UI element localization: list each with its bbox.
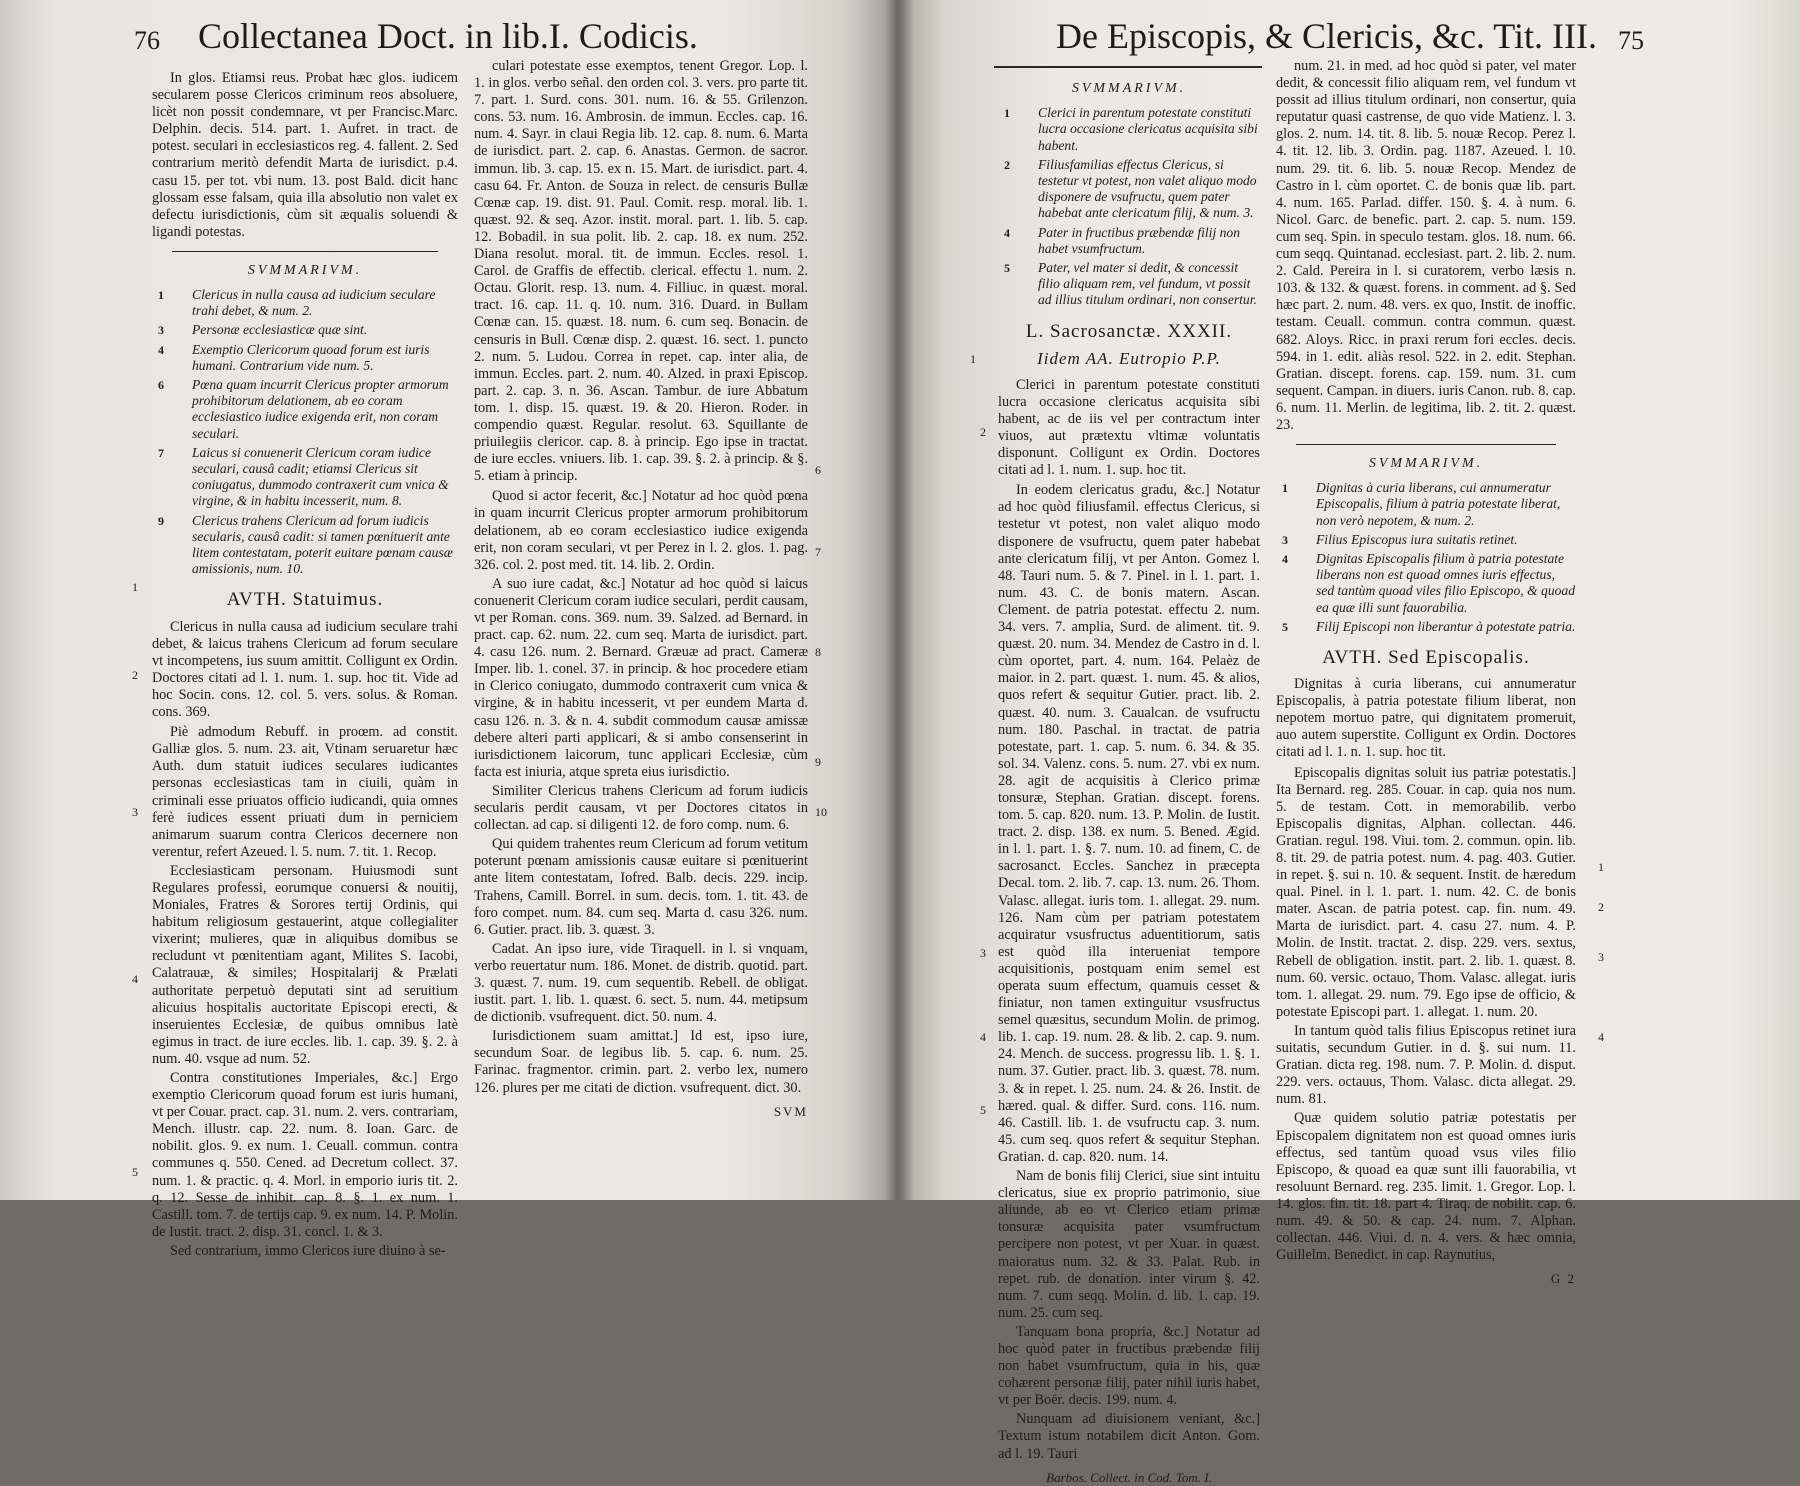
margin-number: 3 <box>132 805 138 819</box>
margin-number: 1 <box>1598 860 1604 874</box>
margin-number: 2 <box>980 425 986 439</box>
summary-text: Exemptio Clericorum quoad forum est iuris humani. Contrarium vide num. 5. <box>192 341 430 373</box>
summary-item <box>1276 480 1576 529</box>
summary-text: Pater, vel mater si dedit, & concessit filio aliquam rem, vel fundum, vt possit ad illius titulum ordinari, non consertur. <box>1038 259 1257 308</box>
margin-number: 2 <box>1598 900 1604 914</box>
margin-number: 1 <box>132 580 138 594</box>
summary-item <box>998 225 1260 257</box>
text-paragraph: Tanquam bona propria, &c.] Notatur ad hoc quòd pater in fructibus præbendæ filij non habet vsumfructum, quia in his, quæ cohærent personæ filij, pater nihil iuris habet, vt per Boër. decis. 199. num. 4. <box>998 1323 1260 1409</box>
text-paragraph: Clericus in nulla causa ad iudicium seculare trahi debet, & laicus trahens Clericum ad forum seculare vt incompetens, ius suum amittit. Colligunt ex Ordin. Doctores citati ad l. 1. num. 1. sup. hoc tit. Vide ad hoc Socin. cons. 12. col. 5. vers. solus. & Roman. cons. 369. <box>152 618 458 721</box>
right-page <box>898 0 1800 1485</box>
text-paragraph: Qui quidem trahentes reum Clericum ad forum vetitum poterunt pœnam amissionis causæ euitare si pœnituerint ante litem contestatam, Iofred. Balb. decis. 229. incip. Trahens, Camill. Borrel. in sum. decis. tom. 1. tit. 43. de foro compet. num. 84. cum seq. Marta d. casu 326. num. 6. Gutier. pract. lib. 3. quæst. 3. <box>474 836 808 938</box>
margin-number: 3 <box>980 946 986 960</box>
auth-heading: AVTH. Sed Episcopalis. <box>1322 646 1530 668</box>
text-paragraph: Quæ quidem solutio patriæ potestatis per Episcopalem dignitatem non est quoad omnes iuris effectus, sed tantùm quoad vsus viles filio Episcopo, & quoad ea quæ sunt illi fauorabilia, vt resoluunt Bernard. reg. 235. limit. 1. Gregor. Lop. l. 14. glos. fin. tit. 18. part 4. Tiraq. de nobilit. cap. 6. num. 49. & 50. & cap. 24. num. 7. Alphan. collectan. 446. Viui. d. n. 4. vers. & hæc omnia, Guillelm. Benedict. in cap. Raynutius, <box>1276 1110 1576 1264</box>
summary-heading: SVMMARIVM. <box>247 262 363 278</box>
text-paragraph: Sed contrarium, immo Clericos iure diuino à se- <box>170 1242 446 1259</box>
law-subheading: Iidem AA. Eutropio P.P. <box>1037 348 1221 368</box>
summary-item <box>152 377 458 442</box>
text-paragraph: culari potestate esse exemptos, tenent Gregor. Lop. l. 1. in glos. verbo señal. den orden col. 3. vers. pro parte tit. 7. part. 1. Surd. cons. 301. num. 16. & 55. Grilenzon. cons. 53. num. 16. Ambrosin. de immun. Eccles. cap. 16. num. 4. Sayr. in claui Regia lib. 12. cap. 8. num. 6. Marta de iurisdict. part. 2. cap. 6. Anastas. Germon. de sacror. immun. lib. 3. cap. 15. ex n. 15. Mart. de iurisdict. part. 4. casu 64. Fr. Anton. de Souza in relect. de censuris Bullæ Cœnæ cap. 19. dist. 91. Paul. Comit. resp. moral. lib. 1. quæst. 92. & seq. Azor. instit. moral. part. 1. lib. 5. cap. 12. Bobadil. in sua polit. lib. 2. cap. 18. ex num. 252. Diana resolut. moral. tit. de immun. Eccles. resol. 1. Carol. de Graffis de effectib. clerical. effectu 1. num. 2. Octau. Glorit. resp. 13. num. 4. Filliuc. in quæst. moral. tract. 16. cap. 11. q. 10. num. 316. Duard. in Bullam Cœnæ can. 15. quæst. 18. num. 6. cum seq. Bonacin. de censuris in Bull. Cœnæ disp. 2. quæst. 16. sect. 1. puncto 2. num. 5. Ludou. Correa in repet. cap. inter alia, de immun. Eccles. part. 2. num. 40. Alzed. in praxi Episcop. part. 2. cap. 3. n. 36. Ascan. Tambur. de iure Abbatum tom. 1. disp. 15. quæst. 19. & 20. Hieron. Roder. in compendio quæst. Regular. resolut. 63. Squillante de priuilegiis clericor. cap. 8. à princip. Ego ipse in tractat. de iure eccles. vniuers. lib. 1. cap. 39. §. 2. à princip. & §. 5. etiam à princip. <box>474 58 808 485</box>
divider <box>172 251 438 252</box>
summary-number: 9 <box>158 513 164 528</box>
summary-item <box>152 342 458 374</box>
summary-number: 4 <box>158 342 164 357</box>
text-paragraph: Contra constitutiones Imperiales, &c.] Ergo exemptio Clericorum quoad forum est iuris humani, vt per Couar. pract. cap. 31. num. 2. vers. contrariam, Mench. illustr. cap. 22. num. 8. Ioan. Garc. de nobilit. glos. 9. ex num. 1. Ceuall. commun. contra communes q. 550. Cened. ad Decretum collect. 37. num. 1. & practic. q. 4. Morl. in emporio iuris tit. 2. q. 12. Sesse de inhibit. cap. 8. §. 1. ex num. 1. Castill. tom. 7. de tertijs cap. 9. ex num. 14. P. Molin. de Iustit. tract. 2. disp. 31. concl. 1. & 3. <box>152 1070 458 1240</box>
summary-item <box>998 157 1260 222</box>
summary-item <box>998 260 1260 309</box>
book-gutter <box>884 0 914 1200</box>
text-paragraph: Clerici in parentum potestate constituti lucra occasione clericatus acquisita sibi habent, ac de iis vel per contractum inter viuos, aut prætextu vltimæ voluntatis disponunt. Colligunt ex Ordin. Doctores citati ad l. 1. num. 1. sup. hoc tit. <box>998 376 1260 479</box>
footer-title: Barbos. Collect. in Cod. Tom. I. <box>1046 1469 1212 1485</box>
left-column-2 <box>474 58 808 1120</box>
margin-number: 8 <box>815 645 821 659</box>
right-column-2 <box>1276 58 1576 1287</box>
margin-number: 1 <box>970 352 976 366</box>
summary-list <box>998 105 1260 308</box>
summary-text: Dignitas Episcopalis filium à patria potestate liberans non est quoad omnes iuris effectus, sed tantùm quoad viles filio Episcopo, & quoad ea quæ illi sunt fauorabilia. <box>1316 550 1576 615</box>
margin-number: 2 <box>132 668 138 682</box>
summary-text: Clerici in parentum potestate constituti lucra occasione clericatus acquisita sibi habent. <box>1038 105 1258 153</box>
divider <box>1296 444 1556 445</box>
margin-number: 5 <box>132 1165 138 1179</box>
summary-item <box>1276 619 1576 635</box>
summary-number: 1 <box>1004 106 1010 121</box>
text-paragraph: Episcopalis dignitas soluit ius patriæ potestatis.] Ita Bernard. reg. 285. Couar. in cap. quia nos num. 5. de testam. Cott. in memorabilib. verbo Episcopalis dignitas, Alphan. collectan. 446. Gratian. regul. 198. Viui. tom. 2. commun. opin. lib. 8. tit. 29. de patria potest. num. 4. pag. 403. Gutier. in repet. §. sui n. 10. & sequent. Instit. de hæredum qual. Pinel. in l. 1. part. 1. num. 42. C. de bonis mater. Ascan. de patria potest. cap. fin. num. 49. Marta de iurisdict. part. 4. casu 27. num. 4. P. Molin. de Instit. tractat. 2. disp. 229. vers. sextus, Rebell de obligation. instit. part. 2. lib. 1. quæst. 8. num. 60. versic. octauo, Thom. Valasc. allegat. iuris tom. 1. allegat. 29. num. 79. Ego ipse de officio, & potestate Episcopi part. 1. allegat. 1. num. 20. <box>1276 764 1576 1020</box>
law-heading: L. Sacrosanctæ. XXXII. <box>1025 320 1233 342</box>
page-number: 75 <box>1618 26 1644 55</box>
text-paragraph: In eodem clericatus gradu, &c.] Notatur ad hoc quòd filiusfamil. effectus Clericus, si testetur vt potest, non valet aliquo modo disponere de vsufructu, quem pater habebat ante clericatum filij, vt per Anton. Gomez l. 48. Tauri num. 5. & 7. Pinel. in l. 1. part. 1. num. 43. C. de bonis matern. Ascan. Clement. de patria potestat. effectu 2. num. 34. vers. 7. amplia, Surd. de aliment. tit. 9. quæst. 20. num. 34. Mendez de Castro in d. l. cùm oportet, part. 4. num. 164. Pelaèz de maior. in 2. part. quæst. 1. num. 45. & alios, quos refert & sequitur Gutier. pract. lib. 2. quæst. 40. num. 3. Caualcan. de vsufructu num. 180. Paschal. in tractat. de patria potestate, part. 1. cap. 5. num. 6. 34. & 35. sol. 34. Valenz. cons. 5. num. 27. vbi ex num. 28. agit de acquisitis à Clerico primæ tonsuræ, Stephan. Gratian. discept. forens. tom. 5. cap. 820. num. 13. P. Molin. de Iustit. tract. 2. disp. 138. ex num. 5. Bened. Ægid. in l. 1. part. 1. §. 7. num. 10. ad finem, C. de sacrosanct. Eccles. Sanchez in præcepta Decal. tom. 2. lib. 7. cap. 13. num. 26. Thom. Valasc. allegat. iuris tom. 1. allegat. 29. num. 126. Nam cùm per patriam potestatem acquiratur vsusfructus aduentitiorum, satis est quòd illa interueniat tempore acquisitionis, postquam enim semel est operata suum effectum, quamuis cesset & finiatur, non tamen extinguitur vsusfructus semel quæsitus, secundum Molin. de primog. lib. 1. cap. 19. num. 28. & lib. 2. cap. 9. num. 24. Mench. de success. progressu lib. 1. §. 1. num. 37. Gutier. pract. lib. 3. quæst. 78. num. 3. & in repet. l. 25. num. 24. & 26. Instit. de hæred. qual. & differ. Surd. cons. 116. num. 46. Castill. lib. 1. de vsufructu cap. 3. num. 45. cum seq. quos refert & sequitur Stephan. Gratian. d. cap. 820. num. 14. <box>998 482 1260 1165</box>
page-number: 76 <box>134 26 160 55</box>
text-paragraph: Dignitas à curia liberans, cui annumeratur Episcopalis, à patria potestate filium liberat, non nepotem mortuo patre, qui dignitatem promeruit, auo autem superstite. Colligunt ex Ordin. Doctores citati ad l. 1. n. 1. sup. hoc tit. <box>1276 676 1576 761</box>
text-paragraph: Similiter Clericus trahens Clericum ad forum iudicis secularis perdit causam, vt per Doctores citatos in collectan. ad cap. si diligenti 12. de foro comp. num. 6. <box>474 782 808 834</box>
margin-number: 4 <box>1598 1030 1604 1044</box>
summary-text: Pater in fructibus præbendæ filij non habet vsumfructum. <box>1038 224 1241 256</box>
summary-number: 5 <box>1004 260 1010 275</box>
margin-number: 10 <box>815 805 827 819</box>
summary-text: Clericus in nulla causa ad iudicium seculare trahi debet, & num. 2. <box>192 287 436 319</box>
gloss-paragraph: In glos. Etiamsi reus. Probat hæc glos. iudicem secularem posse Clericos criminum reos absoluere, licèt non possit condemnare, vt per Francisc.Marc. Delphin. decis. 514. part. 1. Aufret. in tract. de potest. seculari in ecclesiasticos reg. 4. fallent. 2. Sed contrarium meritò defendit Marta de iurisdict. p.4. casu 15. per tot. vbi num. 13. post Bald. dicit hanc glossam esse falsam, quia illa absolutio non valet ex defectu iurisdictionis, cùm sit æqualis soluendi & ligandi potestas. <box>152 70 458 240</box>
summary-number: 4 <box>1004 225 1010 240</box>
text-paragraph: Iurisdictionem suam amittat.] Id est, ipso iure, secundum Soar. de legibus lib. 5. cap. 6. num. 25. Farinac. fragmentor. crimin. part. 2. verbo lex, numero 126. plures per me citati de diction. vsufrequent. dict. 30. <box>474 1028 808 1096</box>
summary-number: 3 <box>158 323 164 338</box>
summary-item <box>998 105 1260 154</box>
summary-number: 6 <box>158 378 164 393</box>
header-rule <box>994 66 1262 68</box>
summary-number: 7 <box>158 445 164 460</box>
summary-text: Filij Episcopi non liberantur à potestate patria. <box>1316 618 1576 634</box>
summary-text: Dignitas à curia liberans, cui annumeratur Episcopalis, filium à patria potestate liberat, non verò nepotem, & num. 2. <box>1316 480 1561 528</box>
margin-number: 4 <box>980 1030 986 1044</box>
summary-text: Filius Episcopus iura suitatis retinet. <box>1316 531 1518 547</box>
summary-number: 2 <box>1004 157 1010 172</box>
summary-heading: SVMMARIVM. <box>1071 81 1187 96</box>
summary-item <box>152 445 458 510</box>
summary-list <box>152 287 458 577</box>
text-paragraph: In tantum quòd talis filius Episcopus retinet iura suitatis, secundum Gutier. in d. §. sui num. 11. Gratian. dicta reg. 198. num. 7. P. Molin. d. disput. 229. vers. octauus, Thom. Valasc. dicta allegat. 29. num. 81. <box>1276 1022 1576 1108</box>
summary-number: 4 <box>1282 551 1288 566</box>
summary-item <box>1276 532 1576 548</box>
margin-number: 9 <box>815 755 821 769</box>
text-paragraph: num. 21. in med. ad hoc quòd si pater, vel mater dedit, & concessit filio aliquam rem, vel fundum vt possit ad illius titulum ordinari, non consertur, quia reputatur quasi castrense, de quo vide Matienz. l. 3. glos. 2. num. 14. tit. 8. lib. 5. nouæ Recop. Perez l. 4. tit. 12. lib. 3. Ordin. pag. 1187. Azeued. l. 10. num. 29. tit. 6. lib. 5. nouæ Recop. Mendez de Castro in l. cùm oportet. C. de bonis quæ lib. part. 4. num. 165. Parlad. differ. 150. §. 4. à num. 6. Nicol. Garc. de benefic. part. 2. cap. 5. num. 159. cum seq. Spin. in speculo testam. glos. 18. num. 66. cum seqq. Quintanad. ecclesiast. part. 2. lib. 2. num. 2. Cald. Pereira in l. si curatorem, verbo læsis n. 103. & 132. & quæst. forens. in comment. ad §. Sed hæc part. 2. num. 48. vers. ex quo, Instit. de inoffic. testam. Ceuall. commun. contra commun. quæst. 682. Aloys. Ricc. in praxi rerum fori eccles. decis. 594. in 1. edit. aliàs resol. 522. in 2. edit. Stephan. Gratian. discept. forens. cap. 159. num. 31. cum sequent. Campan. in diuers. iuris Canon. rub. 8. cap. 6. num. 11. Merlin. de legitima, lib. 2. tit. 2. quæst. 23. <box>1276 58 1576 433</box>
margin-number: 4 <box>132 972 138 986</box>
text-paragraph: Ecclesiasticam personam. Huiusmodi sunt Regulares professi, eorumque conuersi & nouitij, Moniales, Fratres & Sorores tertij Ordinis, qui habitum religiosum gestauerint, atque collegialiter vixerint; mulieres, quæ in aliquibus domibus se recludunt vt pœnitentiam agant, Milites S. Iacobi, Calatrauæ, & similes; Hospitalarij & Prælati authoritate perpetuò deputati sint ad seruitium alicuius hospitalis auctoritate Episcopi erecti, & inseruientes Ecclesiæ, de quibus omnibus latè egimus in tract. de iure eccles. lib. 1. cap. 39. §. 2. à num. 40. vsque ad num. 52. <box>152 862 458 1067</box>
summary-heading: SVMMARIVM. <box>1368 456 1484 472</box>
summary-item <box>1276 551 1576 616</box>
summary-text: Pœna quam incurrit Clericus propter armorum prohibitorum delationem, ab eo coram ecclesiastico iudice exigenda erit, non coram seculari. <box>192 377 449 441</box>
text-paragraph: Nam de bonis filij Clerici, siue sint intuitu clericatus, siue ex proprio patrimonio, siue aliunde, ab eo vt Clerico etiam primæ tonsuræ acquisita pater vsumfructum percipere non potest, vt per Xuar. in quæst. maioratus num. 32. & 33. Palat. Rub. in repet. rub. de donation. inter virum §. 42. num. 7. cum seqq. Molin. d. lib. 1. cap. 19. num. 25. cum seq. <box>998 1168 1260 1321</box>
text-paragraph: Quod si actor fecerit, &c.] Notatur ad hoc quòd pœna in quam incurrit Clericus propter armorum prohibitorum delationem, ab eo coram ecclesiastico iudice exigenda erit, non coram seculari, vt per Perez in l. 2. glos. 1. pag. 326. col. 2. post med. tit. 14. lib. 2. Ordin. <box>474 488 808 573</box>
text-paragraph: A suo iure cadat, &c.] Notatur ad hoc quòd si laicus conuenerit Clericum coram iudice seculari, perdit causam, vt per Roman. cons. 369. num. 39. Salzed. ad Bernard. in pract. cap. 62. num. 22. cum seq. Marta de iurisdict. part. 4. casu 126. num. 2. Bernard. Græuæ ad pract. Cameræ Imper. lib. 1. conel. 37. in princip. & hoc procedere etiam in Clerico coniugato, dummodo contraxerit cum vnica & virgine, & in habitu incesserit, vt per eundem Marta d. casu 126. n. 3. & n. 4. subdit commodum causæ amissæ debere alteri parti applicari, & si ambo consenserint in iurisdictionem laicorum, tunc applicari Ecclesiæ, cùm facta est iniuria, atque spreta eius iurisdictio. <box>474 575 808 780</box>
summary-item <box>152 322 458 338</box>
running-header: De Episcopis, & Clericis, &c. Tit. III. <box>1056 16 1597 56</box>
text-paragraph: Nunquam ad diuisionem veniant, &c.] Textum istum notabilem dicit Anton. Gom. ad l. 19. Tauri <box>998 1411 1260 1462</box>
summary-text: Laicus si conuenerit Clericum coram iudice seculari, causâ cadit; etiamsi Clericus sit coniugatus, dummodo contraxerit cum vnica & virgine, & in habitu incesserit, num. 8. <box>192 444 449 509</box>
text-paragraph: Piè admodum Rebuff. in proœm. ad constit. Galliæ glos. 5. num. 23. ait, Vtinam seruaretur hæc Auth. dum statuit iudices seculares iudicantes personas ecclesiasticas tam in ciuili, quàm in criminali esse priuatos officio iudicandi, quia omnes ferè iudices essent priuati dum in perniciem animarum suarum contra Clericos decernere non verentur, refert Azeued. l. 5. num. 7. tit. 1. Recop. <box>152 724 458 860</box>
catchword: SVM <box>773 1103 808 1119</box>
margin-number: 7 <box>815 545 821 559</box>
running-header: Collectanea Doct. in lib.I. Codicis. <box>198 16 698 56</box>
auth-heading: AVTH. Statuimus. <box>226 589 384 611</box>
summary-text: Clericus trahens Clericum ad forum iudicis secularis, causâ cadit: si tamen pœnituerit ante litem contestatam, poterit euitare pœnam causæ amissionis, num. 10. <box>192 512 453 577</box>
summary-item <box>152 513 458 578</box>
left-column-1 <box>152 70 458 1262</box>
text-paragraph: Cadat. An ipso iure, vide Tiraquell. in l. si vnquam, verbo reuertatur num. 186. Monet. de distrib. quotid. part. 3. quæst. 7. num. 19. cum sequentib. Rebell. de obligat. iustit. part. 1. lib. 1. quæst. 6. sect. 5. num. 44. metipsum de dictionib. vsufrequent. dict. 50. num. 4. <box>474 940 808 1026</box>
summary-number: 5 <box>1282 619 1288 634</box>
summary-number: 3 <box>1282 532 1288 547</box>
left-page <box>0 0 898 1259</box>
right-column-1 <box>998 74 1260 1486</box>
summary-item <box>152 287 458 319</box>
summary-number: 1 <box>1282 481 1288 496</box>
margin-number: 6 <box>815 463 821 477</box>
summary-list <box>1276 480 1576 635</box>
margin-number: 5 <box>980 1103 986 1117</box>
summary-text: Personæ ecclesiasticæ quæ sint. <box>192 322 368 338</box>
signature-mark: G 2 <box>1550 1271 1576 1287</box>
margin-number: 3 <box>1598 950 1604 964</box>
summary-number: 1 <box>158 288 164 303</box>
summary-text: Filiusfamilias effectus Clericus, si testetur vt potest, non valet aliquo modo disponere de vsufructu, quem pater habebat ante clericatum filij, & num. 3. <box>1038 156 1257 221</box>
